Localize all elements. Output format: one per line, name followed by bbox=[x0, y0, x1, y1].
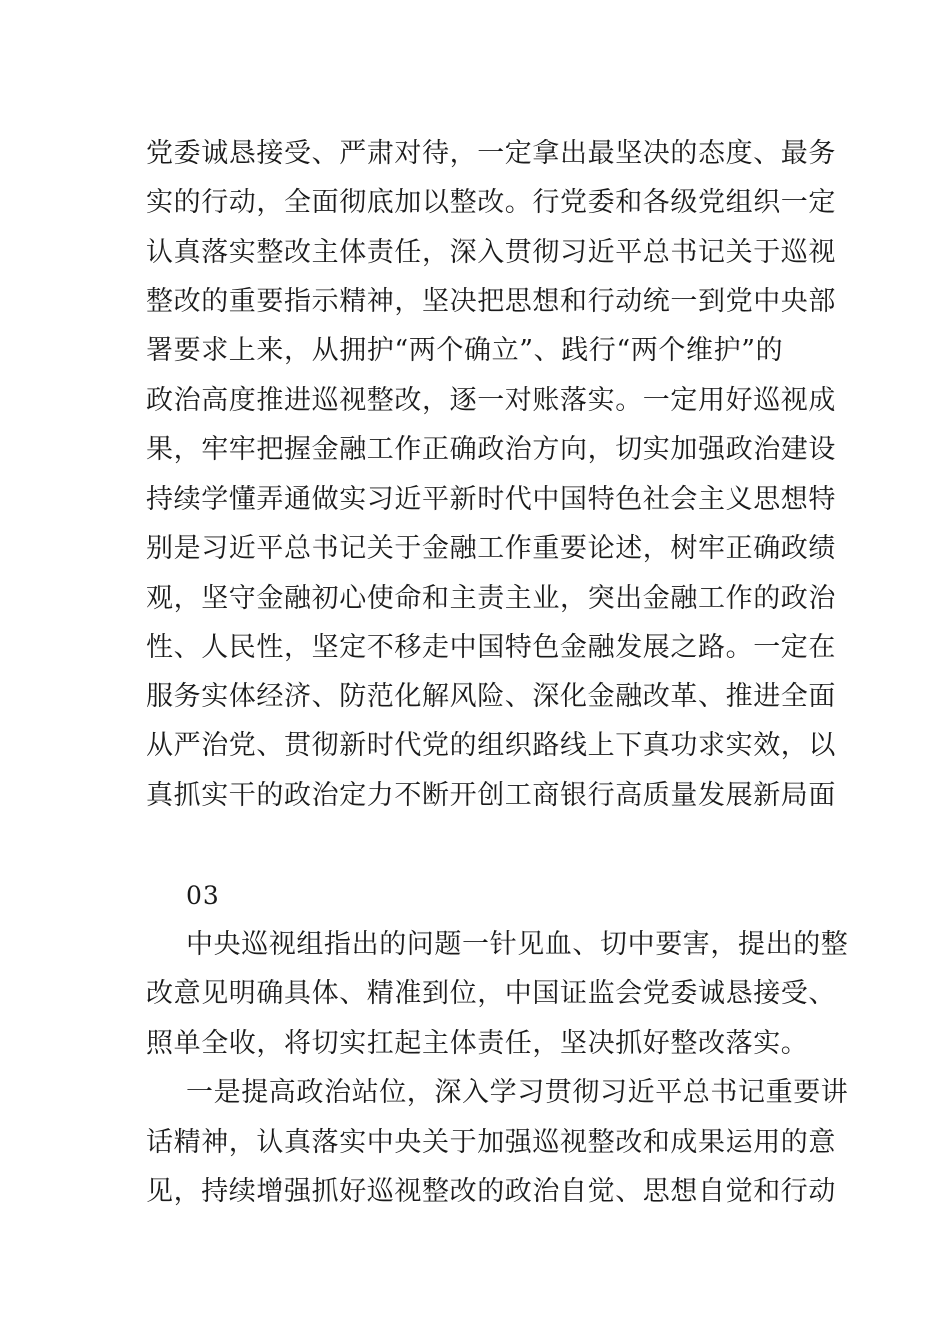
paragraph-line: 真抓实干的政治定力不断开创工商银行高质量发展新局面 bbox=[146, 780, 836, 811]
paragraph-line: 性、人民性，坚定不移走中国特色金融发展之路。一定在 bbox=[146, 632, 836, 663]
paragraph-line: 署要求上来，从拥护“两个确立”、践行“两个维护”的 bbox=[146, 335, 784, 366]
paragraph-line: 观，坚守金融初心使命和主责主业，突出金融工作的政治 bbox=[146, 583, 836, 614]
paragraph-line: 话精神，认真落实中央关于加强巡视整改和成果运用的意 bbox=[146, 1127, 836, 1158]
paragraph-line: 整改的重要指示精神，坚决把思想和行动统一到党中央部 bbox=[146, 286, 836, 317]
section-number: 03 bbox=[186, 881, 220, 910]
paragraph-line: 党委诚恳接受、严肃对待，一定拿出最坚决的态度、最务 bbox=[146, 138, 836, 169]
paragraph-line: 实的行动，全面彻底加以整改。行党委和各级党组织一定 bbox=[146, 187, 836, 218]
paragraph-line: 认真落实整改主体责任，深入贯彻习近平总书记关于巡视 bbox=[146, 237, 836, 268]
paragraph-line: 从严治党、贯彻新时代党的组织路线上下真功求实效，以 bbox=[146, 730, 836, 761]
paragraph-line: 别是习近平总书记关于金融工作重要论述，树牢正确政绩 bbox=[146, 533, 836, 564]
paragraph-line: 政治高度推进巡视整改，逐一对账落实。一定用好巡视成 bbox=[146, 385, 836, 416]
paragraph-line: 照单全收，将切实扛起主体责任，坚决抓好整改落实。 bbox=[146, 1028, 809, 1059]
paragraph-line: 见，持续增强抓好巡视整改的政治自觉、思想自觉和行动 bbox=[146, 1176, 836, 1207]
paragraph-line: 中央巡视组指出的问题一针见血、切中要害，提出的整 bbox=[186, 929, 849, 960]
paragraph-line: 服务实体经济、防范化解风险、深化金融改革、推进全面 bbox=[146, 681, 836, 712]
paragraph-line: 果，牢牢把握金融工作正确政治方向，切实加强政治建设 bbox=[146, 434, 836, 465]
paragraph-line: 改意见明确具体、精准到位，中国证监会党委诚恳接受、 bbox=[146, 978, 836, 1009]
paragraph-line: 持续学懂弄通做实习近平新时代中国特色社会主义思想特 bbox=[146, 484, 836, 515]
paragraph-line: 一是提高政治站位，深入学习贯彻习近平总书记重要讲 bbox=[186, 1077, 849, 1108]
